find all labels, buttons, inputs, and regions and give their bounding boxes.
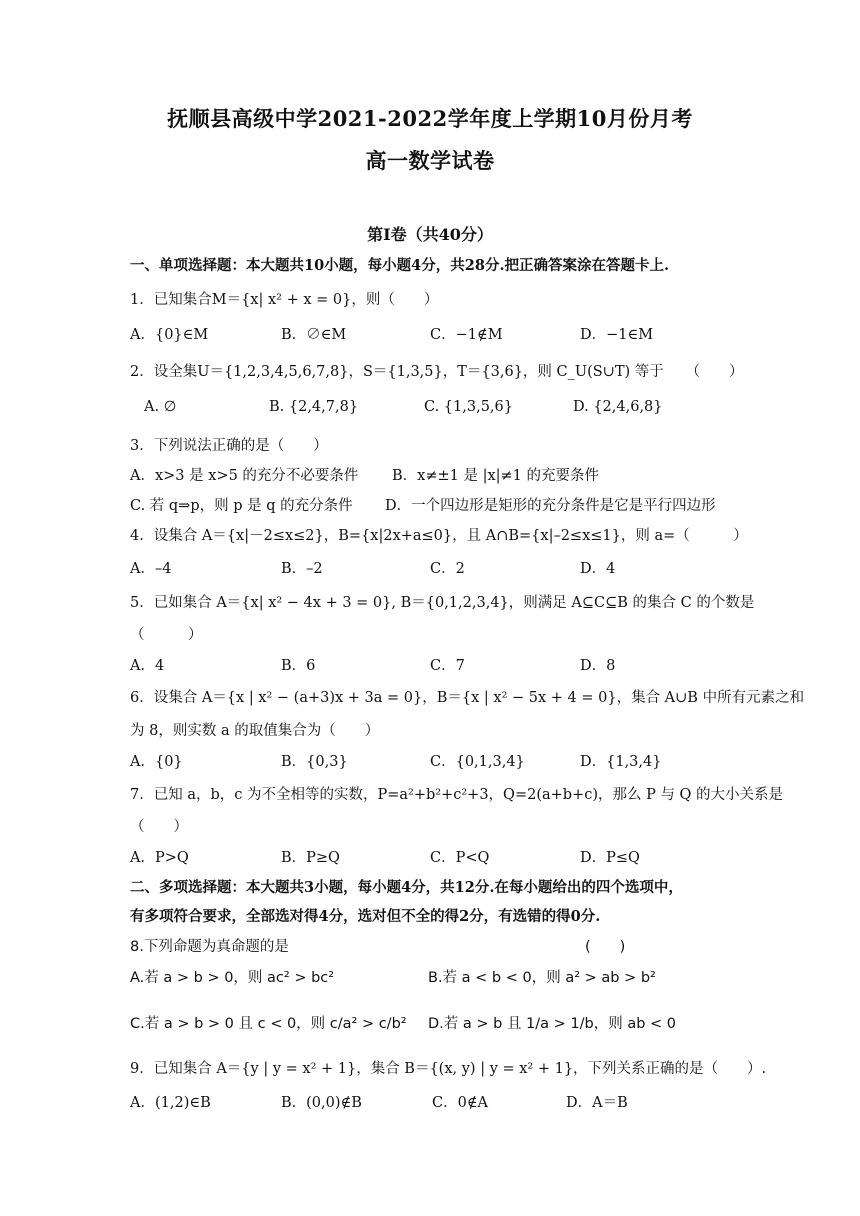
question-1-option-a: A．{0}∈M <box>130 327 209 343</box>
question-9-option-a: A．(1,2)∈B <box>130 1095 211 1111</box>
question-7-stem-cont: （ ） <box>130 819 188 835</box>
exam-title: 抚顺县高级中学2021-2022学年度上学期10月份月考 <box>167 106 693 131</box>
section2-heading-line2: 有多项符合要求，全部选对得4分，选对但不全的得2分，有选错的得0分. <box>130 908 601 925</box>
question-8-stem: 8.下列命题为真命题的是 <box>130 939 289 955</box>
exam-subtitle: 高一数学试卷 <box>365 148 495 173</box>
question-9-option-d: D．A＝B <box>566 1095 628 1111</box>
question-8-option-b: B.若 a < b < 0，则 a² > ab > b² <box>428 970 656 986</box>
part-title: 第Ⅰ卷（共40分） <box>367 225 493 244</box>
question-3-option-b: B．x≠±1 是 |x|≠1 的充要条件 <box>392 468 600 484</box>
question-6-option-c: C．{0,1,3,4} <box>430 754 525 770</box>
question-9-option-c: C．0∉A <box>432 1095 489 1111</box>
section2-heading-line1: 二、多项选择题：本大题共3小题，每小题4分，共12分.在每小题给出的四个选项中， <box>130 879 683 896</box>
question-5-option-c: C．7 <box>430 658 465 674</box>
question-2-option-a: A. ∅ <box>144 399 177 415</box>
question-2-option-d: D. {2,4,6,8} <box>573 399 663 415</box>
question-8-option-d: D.若 a > b 且 1/a > 1/b，则 ab < 0 <box>428 1016 677 1032</box>
question-8-option-c: C.若 a > b > 0 且 c < 0，则 c/a² > c/b² <box>130 1016 407 1032</box>
question-4-option-d: D．4 <box>580 561 616 577</box>
question-5-stem-cont: （ ） <box>130 627 203 643</box>
question-2-stem: 2．设全集U＝{1,2,3,4,5,6,7,8}，S＝{1,3,5}，T＝{3,6}，则 C_U(S∪T) 等于 （ ） <box>130 364 744 380</box>
section1-heading: 一、单项选择题：本大题共10小题，每小题4分，共28分.把正确答案涂在答题卡上. <box>130 257 670 274</box>
question-3-stem: 3．下列说法正确的是（ ） <box>130 438 328 454</box>
question-2-option-b: B. {2,4,7,8} <box>269 399 359 415</box>
question-1-stem: 1．已知集合M＝{x| x² + x = 0}，则（ ） <box>130 292 439 308</box>
question-7-option-a: A．P>Q <box>130 850 189 866</box>
question-3-option-d: D．一个四边形是矩形的充分条件是它是平行四边形 <box>385 498 716 514</box>
question-7-option-c: C．P<Q <box>430 850 490 866</box>
question-5-option-a: A．4 <box>130 658 165 674</box>
question-5-stem: 5．已如集合 A＝{x| x² − 4x + 3 = 0}, B＝{0,1,2,3,4}，则满足 A⊆C⊆B 的集合 C 的个数是 <box>130 595 755 611</box>
question-6-option-b: B．{0,3} <box>281 754 348 770</box>
question-3-option-c: C. 若 q⇒p，则 p 是 q 的充分条件 <box>130 498 353 514</box>
question-5-option-b: B．6 <box>281 658 316 674</box>
question-1-option-c: C．−1∉M <box>430 327 503 343</box>
question-8-paren: ( ) <box>585 939 626 955</box>
question-1-option-d: D．−1∈M <box>580 327 654 343</box>
question-2-option-c: C. {1,3,5,6} <box>424 399 513 415</box>
question-8-option-a: A.若 a > b > 0，则 ac² > bc² <box>130 970 335 986</box>
question-9-option-b: B．(0,0)∉B <box>281 1095 362 1111</box>
question-6-stem-cont: 为 8，则实数 a 的取值集合为（ ） <box>130 723 380 739</box>
question-5-option-d: D．8 <box>580 658 616 674</box>
question-4-option-a: A．–4 <box>130 561 172 577</box>
question-6-option-a: A．{0} <box>130 754 183 770</box>
question-4-option-c: C．2 <box>430 561 465 577</box>
question-1-option-b: B．∅∈M <box>281 327 347 343</box>
question-6-stem: 6．设集合 A＝{x | x² − (a+3)x + 3a = 0}，B＝{x | x² − 5x + 4 = 0}，集合 A∪B 中所有元素之和 <box>130 690 805 706</box>
question-7-option-d: D．P≤Q <box>580 850 640 866</box>
question-4-stem: 4．设集合 A＝{x|－2≤x≤2}，B={x|2x+a≤0}，且 A∩B={x|–2≤x≤1}，则 a=（ ） <box>130 528 748 544</box>
question-6-option-d: D．{1,3,4} <box>580 754 662 770</box>
question-7-option-b: B．P≥Q <box>281 850 340 866</box>
question-4-option-b: B．–2 <box>281 561 323 577</box>
question-7-stem: 7．已知 a，b，c 为不全相等的实数，P=a²+b²+c²+3，Q=2(a+b+c)，那么 P 与 Q 的大小关系是 <box>130 787 784 803</box>
question-9-stem: 9．已知集合 A＝{y | y = x² + 1}，集合 B＝{(x, y) | y = x² + 1}，下列关系正确的是（ ）. <box>130 1061 767 1077</box>
question-3-option-a: A．x>3 是 x>5 的充分不必要条件 <box>130 468 359 484</box>
